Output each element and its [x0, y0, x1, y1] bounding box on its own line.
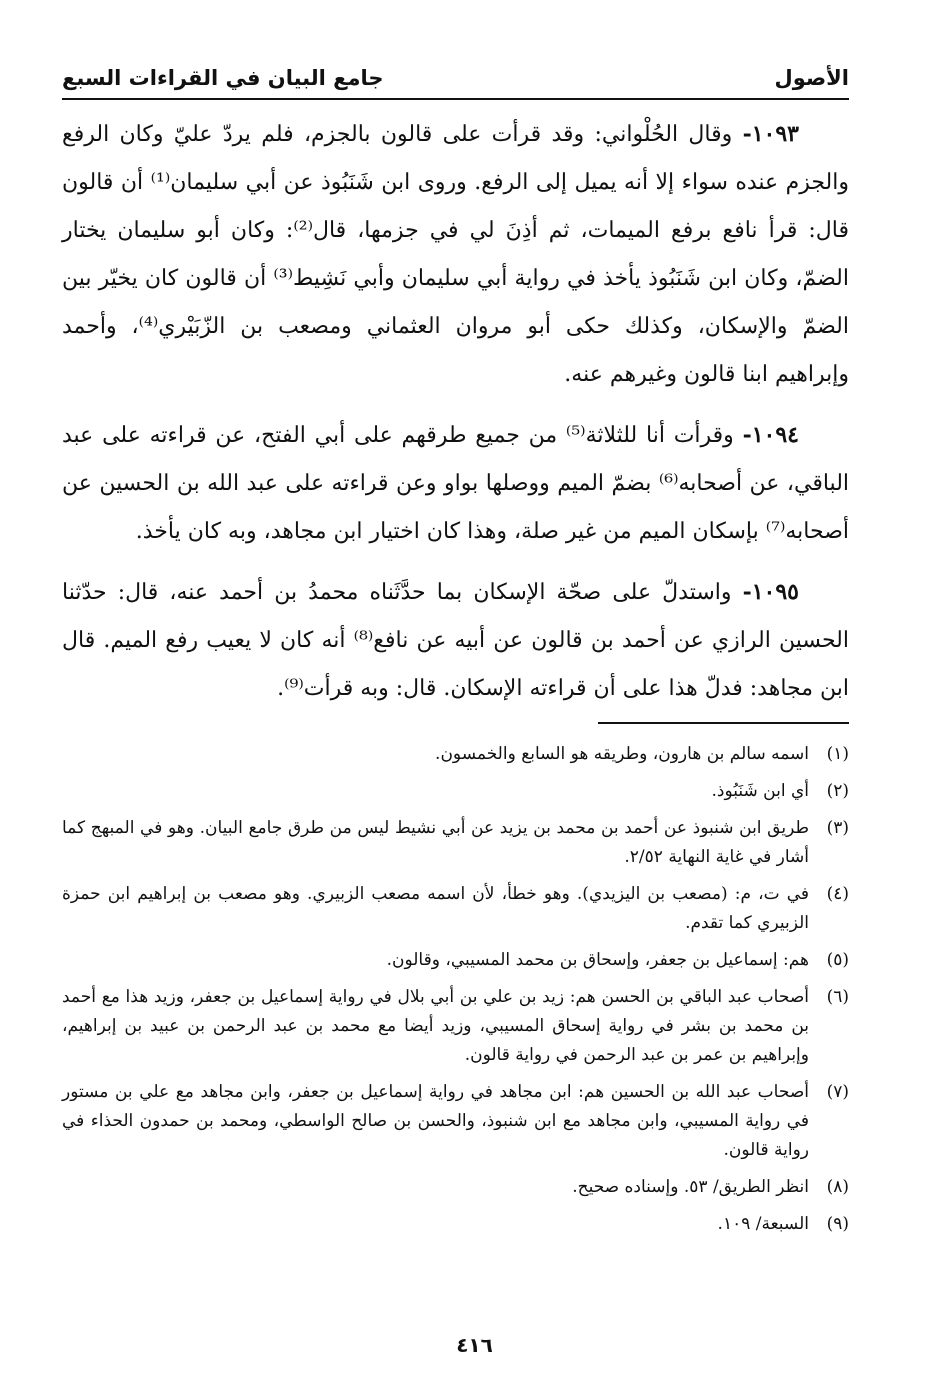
paragraph-number: ١٠٩٥-	[742, 579, 799, 605]
footnote-number: (١)	[826, 744, 849, 764]
paragraph-text: وقال الحُلْواني: وقد قرأت على قالون بالجزم، فلم يردّ عليّ وكان الرفع والجزم عنده سواء إلا أنه يميل إلى الرفع. وروى ابن شَنَبُوذ عن أبي سليمان⁽¹⁾ أن قالون قال: قرأ نافع برفع الميمات، ثم أذِنَ لي في جزمها، قال⁽²⁾: وكان أبو سليمان يختار الضمّ، وكان ابن شَنَبُوذ يأخذ في رواية أبي سليمان وأبي نَشِيط⁽³⁾ أن قالون كان يخيّر بين الضمّ والإسكان، وكذلك حكى أبو مروان العثماني ومصعب بن الزّبَيْري⁽⁴⁾، وأحمد وإبراهيم ابنا قالون وغيرهم عنه.	[62, 122, 850, 387]
header-section-title: الأصول	[774, 66, 849, 90]
footnote-text: في ت، م: (مصعب بن اليزيدي). وهو خطأ، لأن اسمه مصعب الزبيري. وهو مصعب بن إبراهيم ابن حمزة الزبيري كما تقدم.	[62, 884, 809, 933]
paragraph-number: ١٠٩٤-	[742, 422, 799, 448]
footnote-number: (٢)	[826, 781, 849, 801]
footnote	[62, 946, 849, 975]
footnote	[62, 1210, 849, 1239]
header-rule	[62, 98, 849, 100]
footnotes	[62, 740, 849, 1247]
paragraph-1094	[62, 411, 849, 556]
paragraph-1095	[62, 568, 849, 713]
footnote-number: (٥)	[826, 950, 849, 970]
footnote	[62, 1078, 849, 1165]
footnote-number: (٦)	[826, 987, 849, 1007]
header-book-title: جامع البيان في القراءات السبع	[62, 66, 384, 90]
footnote	[62, 777, 849, 806]
footnote-separator	[598, 722, 849, 724]
footnote	[62, 814, 849, 872]
footnote-text: أصحاب عبد الله بن الحسين هم: ابن مجاهد في رواية إسماعيل بن جعفر، وابن مجاهد مع علي بن مستور في رواية المسيبي، وابن مجاهد مع ابن شنبوذ، والحسن بن صالح الواسطي، ومحمد بن حمدون الحذاء في رواية قالون.	[62, 1082, 809, 1160]
footnote-number: (٤)	[826, 884, 849, 904]
footnote-text: السبعة/ ١٠٩.	[717, 1214, 809, 1234]
footnote-number: (٨)	[826, 1177, 849, 1197]
footnote-text: اسمه سالم بن هارون، وطريقه هو السابع والخمسون.	[435, 744, 809, 764]
footnote-text: هم: إسماعيل بن جعفر، وإسحاق بن محمد المسيبي، وقالون.	[386, 950, 809, 970]
running-header	[62, 58, 849, 98]
footnote-text: أي ابن شَنَبُوذ.	[711, 781, 809, 801]
footnote	[62, 1173, 849, 1202]
footnote	[62, 880, 849, 938]
footnote	[62, 740, 849, 769]
footnote	[62, 983, 849, 1070]
footnote-number: (٣)	[826, 818, 849, 838]
footnote-number: (٧)	[826, 1082, 849, 1102]
page-number: ٤١٦	[456, 1333, 493, 1357]
main-text	[62, 110, 849, 725]
paragraph-text: واستدلّ على صحّة الإسكان بما حدَّثَناه محمدُ بن أحمد عنه، قال: حدّثنا الحسين الرازي عن أحمد بن قالون عن أبيه عن نافع⁽⁸⁾ أنه كان لا يعيب رفع الميم. قال ابن مجاهد: فدلّ هذا على أن قراءته الإسكان. قال: وبه قرأت⁽⁹⁾.	[62, 580, 849, 701]
paragraph-1093	[62, 110, 849, 399]
footnote-text: طريق ابن شنبوذ عن أحمد بن محمد بن يزيد عن أبي نشيط ليس من طرق جامع البيان. وهو في المبهج كما أشار في غاية النهاية ٢/٥٢.	[62, 818, 809, 867]
paragraph-text: وقرأت أنا للثلاثة⁽⁵⁾ من جميع طرقهم على أبي الفتح، عن قراءته على عبد الباقي، عن أصحابه⁽⁶⁾ بضمّ الميم ووصلها بواو وعن قراءته على عبد الله بن الحسين عن أصحابه⁽⁷⁾ بإسكان الميم من غير صلة، وهذا كان اختيار ابن مجاهد، وبه كان يأخذ.	[62, 423, 850, 544]
footnote-text: أصحاب عبد الباقي بن الحسن هم: زيد بن علي بن أبي بلال في رواية إسماعيل بن جعفر، وزيد هذا مع أحمد بن محمد بن بشر في رواية إسحاق المسيبي، وزيد أيضا مع محمد بن عبد الرحمن بن عبيد بن إبراهيم، وإبراهيم بن عمر بن عبد الرحمن في رواية قالون.	[62, 987, 809, 1065]
paragraph-number: ١٠٩٣-	[742, 121, 799, 147]
footnote-text: انظر الطريق/ ٥٣. وإسناده صحيح.	[572, 1177, 809, 1197]
footnote-number: (٩)	[826, 1214, 849, 1234]
